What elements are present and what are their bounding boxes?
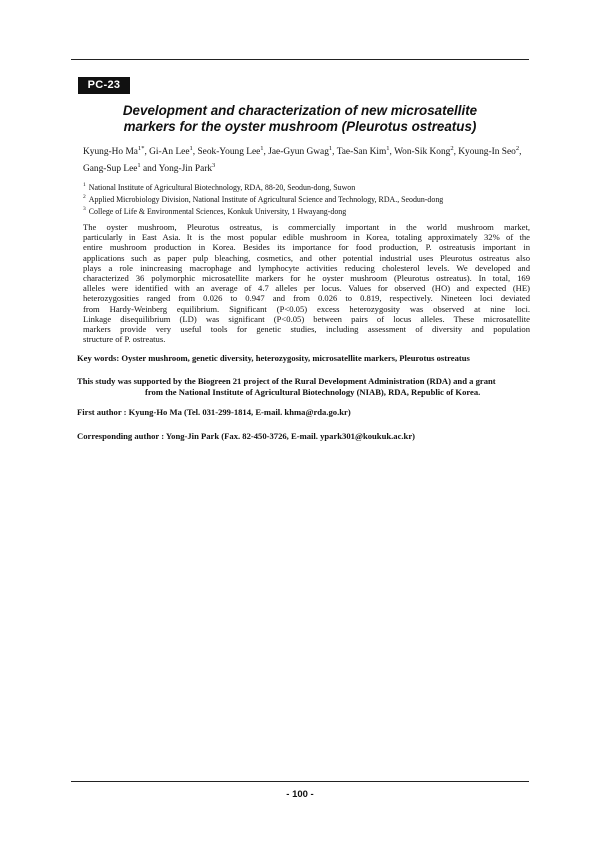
first-author-contact: First author : Kyung-Ho Ma (Tel. 031-299-1814, E-mail. khma@rda.go.kr) — [77, 407, 351, 417]
author-separator: , — [389, 147, 395, 157]
author-separator: , — [453, 147, 459, 157]
author-name: Gang-Sup Lee — [83, 164, 138, 174]
author-name: Jae-Gyun Gwag — [268, 147, 329, 157]
bottom-rule — [71, 781, 529, 782]
author-separator: , — [332, 147, 337, 157]
author-affiliation-mark: 1* — [137, 144, 145, 152]
author-affiliation-mark: 2 — [515, 144, 520, 152]
abstract-line: alleles were identified with an average of 4.7 alleles per locus. Values for observed (HO) and expected (HE) — [83, 283, 530, 294]
author-affiliation-mark: 2 — [450, 144, 454, 152]
author-separator: , — [263, 147, 269, 157]
abstract-line: entire mushroom production in Korea. Besides its importance for food production, P. ostreatusis important in — [83, 242, 530, 253]
author-name: Seok-Young Lee — [197, 147, 261, 157]
abstract-line: plays a role inincreasing macrophage and lymphocyte activities reducing cholesterol levels. We developed and — [83, 262, 530, 273]
paper-title — [71, 103, 529, 135]
affiliation-number: 3 — [83, 206, 86, 213]
author-affiliation-mark: 1 — [260, 144, 264, 152]
abstract-line: from Hardy-Weinberg equilibrium. Significant (P<0.05) excess heterozygosity was observed at nine loci. — [83, 303, 530, 314]
author-name: Kyoung-In Seo — [458, 147, 516, 157]
affiliation-list — [83, 182, 533, 218]
abstract-line: particularly in East Asia. It is the most popular edible mushroom in Korea, totaling approximately 32% of the — [83, 232, 530, 243]
author-name: Kyung-Ho Ma — [83, 147, 138, 157]
affiliation-text: College of Life & Environmental Sciences, Konkuk University, 1 Hwayang-dong — [88, 207, 347, 216]
abstract-line: Linkage disequilibrium (LD) was significant (P<0.05) between pairs of locus alleles. These microsatellite — [83, 313, 530, 324]
funding-line-1: This study was supported by the Biogreen 21 project of the Rural Development Administration (RDA) and a grant — [77, 376, 496, 386]
top-rule — [71, 59, 529, 60]
author-separator: , — [519, 147, 522, 157]
author-affiliation-mark: 1 — [386, 144, 390, 152]
abstract-line: markers provide very useful tools for genetic studies, including assessment of diversity and population — [83, 323, 530, 334]
author-affiliation-mark: 1 — [189, 144, 193, 152]
affiliation-number: 2 — [83, 194, 86, 201]
keywords: Key words: Oyster mushroom, genetic diversity, heterozygosity, microsatellite markers, Pleurotus ostreatus — [77, 353, 470, 363]
funding-acknowledgement — [77, 376, 532, 398]
abstract-line: The oyster mushroom, Pleurotus ostreatus, is commercially important in the world mushroom market, — [83, 222, 530, 232]
author-name: Won-Sik Kong — [394, 147, 451, 157]
poster-id-badge: PC-23 — [78, 77, 130, 94]
author-affiliation-mark: 1 — [137, 161, 141, 169]
author-list — [83, 144, 533, 178]
author-affiliation-mark: 1 — [328, 144, 333, 152]
title-line-2: markers for the oyster mushroom (Pleurotus ostreatus) — [123, 119, 477, 134]
abstract-line: heterozygosities ranged from 0.026 to 0.947 and from 0.026 to 0.819, respectively. Nineteen loci deviated — [83, 293, 530, 304]
affiliation-item — [83, 206, 533, 218]
author-separator: , — [144, 147, 150, 157]
author-separator: and — [140, 164, 159, 174]
author-affiliation-mark: 3 — [212, 161, 216, 169]
author-name: Yong-Jin Park — [158, 164, 213, 174]
author-name: Tae-San Kim — [336, 147, 387, 157]
page-number: - 100 - — [286, 789, 314, 800]
affiliation-item — [83, 194, 533, 206]
affiliation-number: 1 — [83, 182, 86, 189]
affiliation-item — [83, 182, 533, 194]
author-name: Gi-An Lee — [149, 147, 190, 157]
title-line-1: Development and characterization of new microsatellite — [122, 103, 478, 118]
author-line-2 — [83, 161, 533, 178]
funding-line-2: from the National Institute of Agricultural Biotechnology (NIAB), RDA, Republic of Korea. — [145, 387, 481, 397]
corresponding-author-contact: Corresponding author : Yong-Jin Park (Fax. 82-450-3726, E-mail. ypark301@koukuk.ac.kr) — [77, 431, 416, 441]
abstract-line: structure of P. ostreatus. — [83, 334, 166, 345]
affiliation-text: Applied Microbiology Division, National Institute of Agricultural Science and Technology, RDA., Seodun-dong — [88, 195, 444, 204]
abstract-line: applications such as paper pulp bleaching, cosmetics, and other potential industrial uses Pleurotus ostreatus also — [83, 252, 530, 263]
affiliation-text: National Institute of Agricultural Biotechnology, RDA, 88-20, Seodun-dong, Suwon — [88, 183, 356, 192]
abstract-line: characterized 36 polymorphic microsatellite markers for he oyster mushroom (Pleurotus ostreatus). In total, 169 — [83, 272, 530, 283]
author-separator: , — [192, 147, 198, 157]
abstract — [83, 222, 530, 344]
author-line-1 — [83, 144, 533, 161]
